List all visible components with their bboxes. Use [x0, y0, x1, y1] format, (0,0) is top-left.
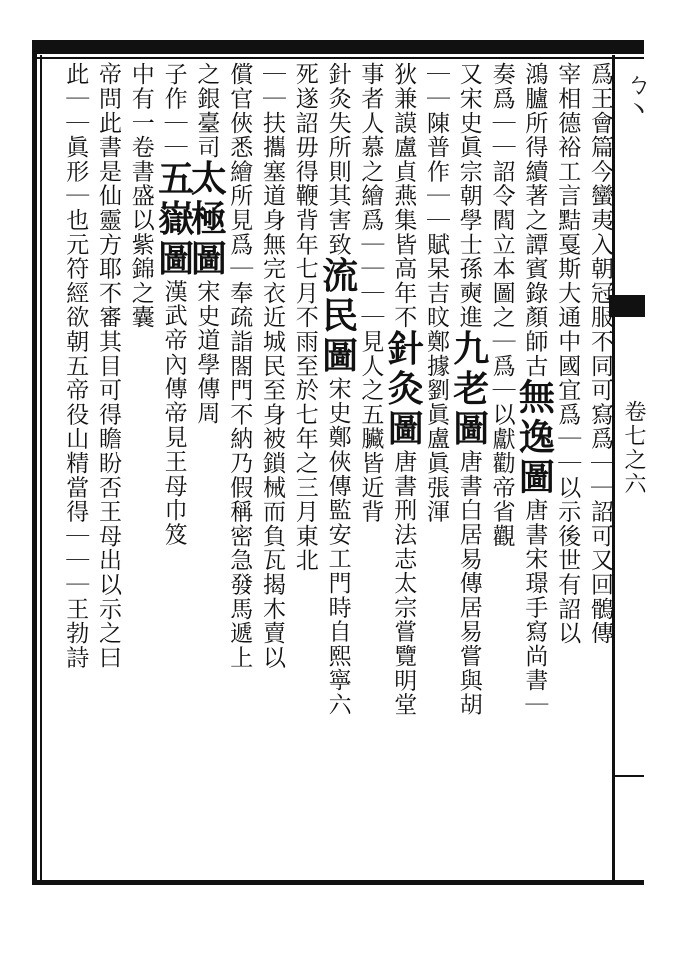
- text-segment: ｜爲｜以獻勸帝省觀: [488, 329, 515, 549]
- frame-left-border: [32, 40, 37, 885]
- text-segment: 年七月不雨至於七年之三月東北: [291, 232, 318, 573]
- text-column: [92, 62, 123, 670]
- text-segment: 漢武帝內傳帝見王母巾笈: [160, 279, 187, 547]
- text-segment: 此｜｜眞形｜也元符經欲朝五帝役山精當得｜｜｜王勃詩: [62, 62, 89, 670]
- text-column: [551, 62, 582, 645]
- text-segment: 宰相德裕工言黠戛斯大通中國宜爲｜｜以示後世有詔以: [554, 62, 581, 646]
- text-segment: 子作｜｜: [160, 62, 187, 160]
- text-column: [486, 62, 517, 548]
- section-heading: 九老圖: [447, 329, 490, 450]
- text-segment: 爲王會篇今蠻夷入朝冠服不同可寫爲｜｜詔可又回鶻傳: [587, 62, 613, 646]
- text-column: [316, 62, 359, 717]
- section-heading: 五嶽圖: [152, 159, 195, 280]
- frame-left-inner-line: [40, 55, 42, 885]
- text-column: [59, 62, 90, 670]
- text-segment: 償官俠悉繪所見爲｜奉疏詣閤門不納乃假稱密急發馬遞上: [226, 62, 253, 670]
- text-segment: 中有一卷書盛以紫錦之囊: [127, 62, 154, 330]
- text-column: [185, 62, 228, 426]
- text-column: [584, 62, 615, 645]
- section-heading: 針灸圖: [382, 329, 425, 450]
- section-heading: 流民圖: [316, 256, 359, 377]
- text-segment: 又宋史眞宗朝學士孫奭進: [455, 62, 482, 330]
- text-column: [382, 62, 425, 717]
- text-column: [513, 62, 556, 717]
- text-segment: 杲吉旼鄭據劉眞盧眞張渾: [423, 256, 449, 524]
- text-segment: 唐書宋璟手寫尚書｜: [521, 497, 548, 717]
- text-segment: ｜｜見人之五臟皆近背: [357, 280, 384, 524]
- frame-top-border: [32, 40, 644, 54]
- text-segment: ｜｜陳普作｜｜賦: [423, 62, 449, 257]
- text-column: [354, 62, 385, 524]
- text-column: [223, 62, 254, 670]
- text-segment: 狄兼謨盧貞燕集皆高年不: [390, 62, 417, 330]
- margin-chapter-label: 卷七之六: [621, 400, 646, 496]
- text-segment: 唐書刑法志太宗嘗覽明堂: [390, 449, 417, 717]
- text-segment: 死遂詔毋得鞭背: [291, 62, 318, 233]
- text-column: [125, 62, 156, 329]
- margin-top-marks: ㄅ丶: [621, 70, 651, 122]
- section-heading: 太極圖: [185, 159, 228, 280]
- text-segment: 帝問此書是仙靈方耶不審其目可得瞻盼否王母出以示之曰: [95, 62, 121, 670]
- text-segment: 針灸失所則其害致: [324, 62, 351, 257]
- text-column: [289, 62, 320, 572]
- text-segment: ｜｜扶攜塞道身無完衣近城民至身被鎖械而負瓦揭木賣以: [259, 62, 285, 670]
- text-segment: 臺司: [193, 110, 220, 160]
- text-segment: 宋史鄭俠傳監安工門時自熙寧六: [324, 376, 351, 717]
- text-column: [256, 62, 287, 670]
- text-segment: 奏爲｜｜詔令閻立本圖之: [488, 62, 515, 330]
- section-heading: 無逸圖: [513, 377, 556, 498]
- frame-bottom-border: [32, 880, 644, 885]
- text-column: [447, 62, 490, 717]
- text-segment: 唐書白居易傳居易嘗與胡: [455, 449, 482, 717]
- text-column: [152, 62, 195, 547]
- margin-divider-line: [612, 775, 644, 777]
- text-segment: 之銀: [193, 62, 220, 111]
- frame-top-inner-line: [32, 57, 644, 59]
- text-segment: 宋史道學傳周: [193, 279, 220, 426]
- text-segment: 事者人慕之繪爲｜｜: [357, 62, 384, 281]
- text-segment: 鴻臚所得續著之譚賓錄顏師古: [521, 62, 548, 378]
- text-column: [420, 62, 451, 524]
